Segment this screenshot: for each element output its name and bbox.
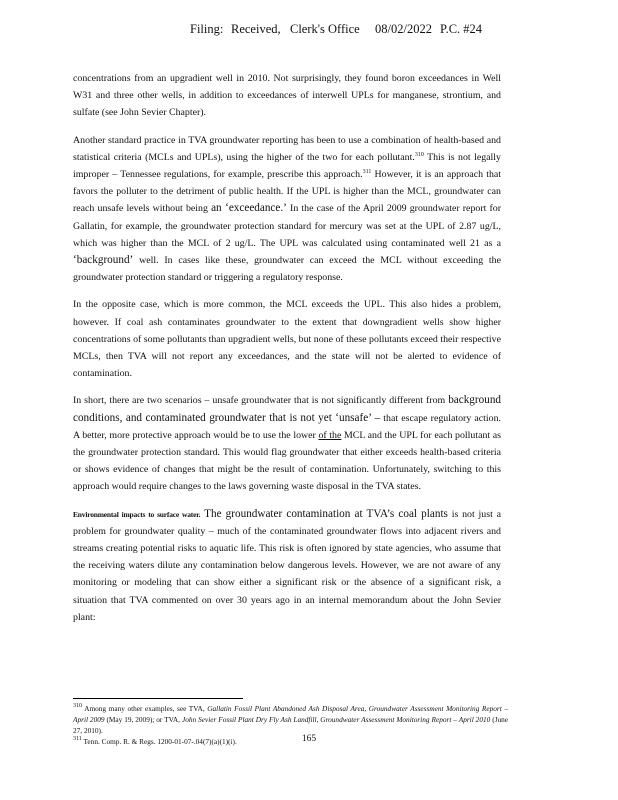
paragraph-4: In short, there are two scenarios – unsafe groundwater that is not significantly different from background conditions, and contaminated groundwater that is not yet ‘unsafe’ – that escape regulatory action. A better, more protective approach would be to use the lower of the MCL and the UPL for each pollutant as the groundwater protection standard. This would flag groundwater that either exceeds health-based criteria or shows evidence of changes that might be the result of contamination. Unfortunately, switching to this approach would require changes to the laws governing waste disposal in the TVA states.	[73, 394, 502, 493]
footnote-ref-310: 310	[414, 151, 424, 158]
footnote-ref-311: 311	[362, 169, 372, 176]
section-heading: Environmental impacts to surface water.	[73, 509, 201, 519]
body-text	[73, 70, 501, 636]
paragraph-3: In the opposite case, which is more common, the MCL exceeds the UPL. This also hides a problem, however. If coal ash contaminates groundwater to the extent that downgradient wells show higher concentrations of some pollutants than upgradient wells, but none of these pollutants exceed their respective MCLs, then TVA will not report any exceedances, and the state will not be alerted to evidence of contamination.	[73, 299, 501, 380]
footnote-311: $^{311}$ Tenn. Comp. R. & Regs. 1200-01-07-.04(7)(a)(1)(i).	[73, 736, 237, 746]
underlined-emphasis: of the	[318, 429, 342, 441]
footnote-310: $^{310}$ Among many other examples, see TVA, Gallatin Fossil Plant Abandoned Ash Disposal Area, Groundwater Assessment Monitoring Report – April 2009 (May 19, 2009); or TVA, John Sevier Fossil Plant Dry Fly Ash Landfill, Groundwater Assessment Monitoring Report – April 2010 (June 27, 2010).	[73, 703, 509, 735]
paragraph-5: Environmental impacts to surface water. The groundwater contamination at TVA’s coal plants is not just a problem for groundwater quality – much of the contaminated groundwater flows into adjacent rivers and streams creating potential risks to aquatic life. This risk is often ignored by state agencies, who assume that the receiving waters dilute any contamination below dangerous levels. However, we are not aware of any monitoring or modeling that can show either a significant risk or the absence of a significant risk, a situation that TVA commented on over 30 years ago in an internal memorandum about the John Sevier plant:	[73, 507, 501, 623]
page-number: 165	[301, 734, 317, 744]
footnote-divider	[73, 698, 243, 699]
clerks-office-label: Clerk's Office	[290, 22, 360, 36]
paragraph-2: Another standard practice in TVA groundwater reporting has been to use a combination of health-based and statistical criteria (MCLs and UPLs), using the higher of the two for each pollutant.$^{310}$ This is not legally improper – Tennessee regulations, for example, prescribe this approach.$^{311}$ However, it is an approach that favors the polluter to the detriment of public health. If the UPL is higher than the MCL, groundwater can reach unsafe levels without being an ‘exceedance.’ In the case of the April 2009 groundwater report for Gallatin, for example, the groundwater protection standard for mercury was set at the UPL of 2.87 ug/L, which was higher than the MCL of 2 ug/L. The UPL was calculated using contaminated well 21 as a ‘background’ well. In cases like these, groundwater can exceed the MCL without exceeding the groundwater protection standard or triggering a regulatory response.	[73, 134, 502, 284]
public-comment-number: P.C. #24	[440, 22, 483, 36]
filing-date: 08/02/2022	[375, 22, 432, 36]
received-label: Received,	[231, 22, 281, 36]
paragraph-1: concentrations from an upgradient well in 2010. Not surprisingly, they found boron exceedances in Well W31 and three other wells, in addition to exceedances of interwell UPLs for manganese, strontium, and sulfate (see John Sevier Chapter).	[73, 73, 501, 119]
filing-label: Filing:	[190, 22, 224, 36]
